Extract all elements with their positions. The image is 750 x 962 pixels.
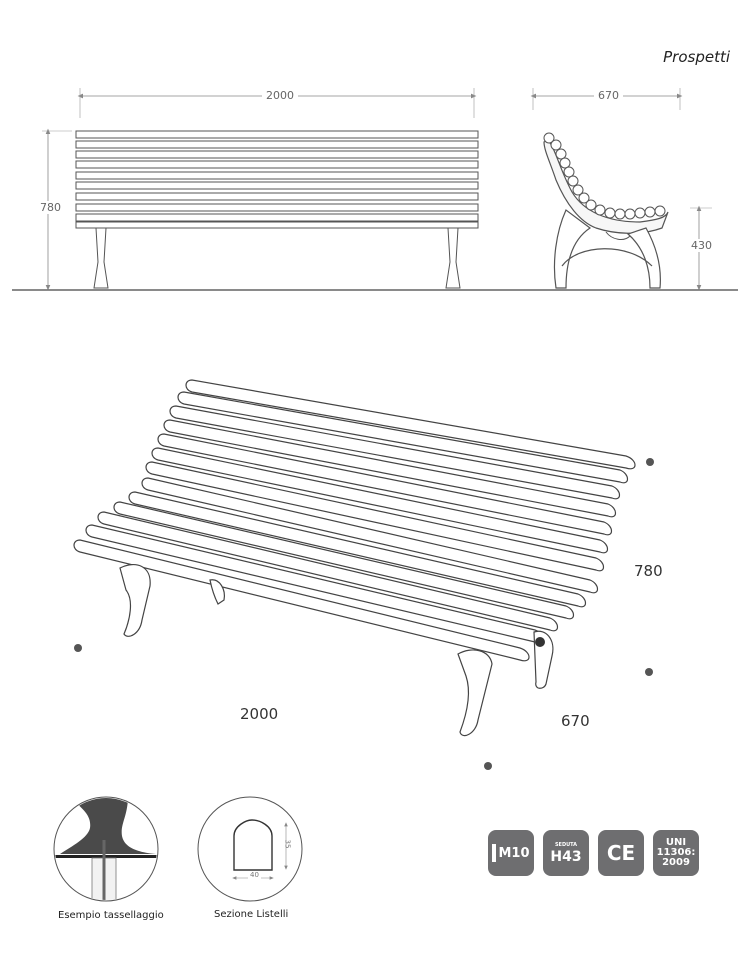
page-title: Prospetti (663, 48, 730, 66)
seat-small-label: SEDUTA (554, 841, 578, 848)
bolt-badge (488, 830, 534, 876)
iso-depth-label: 670 (561, 712, 590, 730)
corner-dot (484, 762, 492, 770)
side-depth-label: 670 (594, 89, 623, 102)
slat-section-detail (198, 797, 302, 901)
corner-dot (74, 644, 82, 652)
front-height-label: 780 (40, 201, 61, 214)
corner-dot (646, 458, 654, 466)
slat-height-label: 35 (283, 839, 292, 849)
corner-dot (645, 668, 653, 676)
front-width-label: 2000 (262, 89, 298, 102)
uni-line2: 11306: (656, 847, 696, 858)
bolt-icon (492, 844, 496, 862)
bolt-badge-label: M10 (498, 845, 530, 861)
seat-height-badge (543, 830, 589, 876)
anchoring-caption: Esempio tassellaggio (58, 910, 164, 921)
seat-height-badge-label: H43 (550, 848, 582, 865)
ce-mark: CE (606, 841, 636, 865)
uni-line1: UNI (665, 837, 687, 848)
ce-badge (598, 830, 644, 876)
side-seat-height-label: 430 (691, 239, 712, 252)
front-view (42, 88, 478, 288)
slat-caption: Sezione Listelli (214, 909, 289, 920)
anchoring-detail (52, 796, 162, 906)
uni-badge (653, 830, 699, 876)
side-view (533, 88, 712, 288)
iso-width-label: 2000 (240, 705, 279, 723)
iso-height-label: 780 (634, 562, 663, 580)
uni-line3: 2009 (662, 857, 690, 868)
iso-view (74, 380, 635, 736)
slat-width-label: 40 (250, 871, 259, 879)
